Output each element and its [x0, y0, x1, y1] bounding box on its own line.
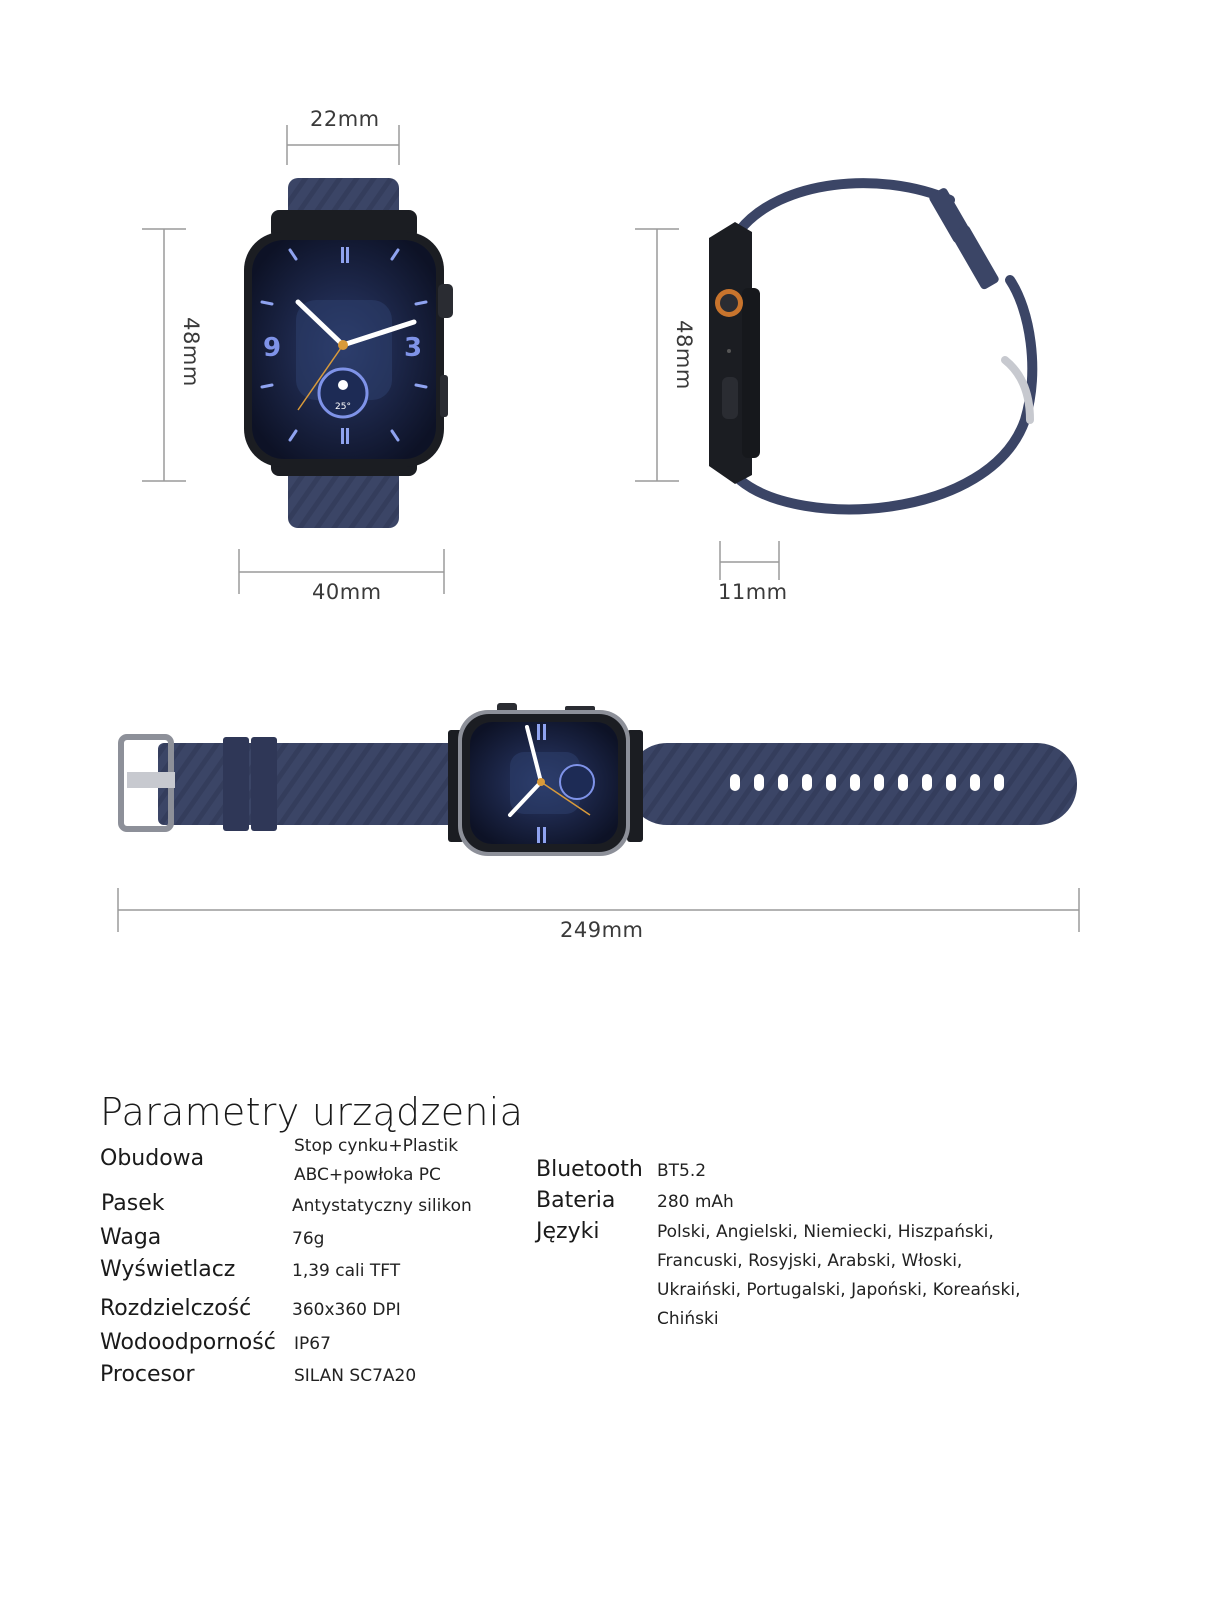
numeral-9: 9 [262, 333, 282, 363]
numeral-3: 3 [403, 333, 423, 363]
dim-height-side: 48mm [671, 320, 696, 390]
front-watch [244, 178, 453, 528]
dim-total-length: 249mm [560, 918, 644, 942]
spec-value-obudowa: Stop cynku+Plastik ABC+powłoka PC [294, 1136, 459, 1185]
spec-value-bateria: 280 mAh [657, 1192, 734, 1212]
flat-watch [121, 703, 1077, 856]
spec-label-obudowa: Obudowa [100, 1146, 205, 1171]
side-watch [709, 183, 1032, 509]
spec-value-pasek: Antystatyczny silikon [292, 1196, 472, 1216]
spec-value-wyswietlacz: 1,39 cali TFT [292, 1261, 401, 1281]
spec-label-rozdzielczosc: Rozdzielczość [100, 1296, 252, 1321]
spec-value-jezyki: Polski, Angielski, Niemiecki, Hiszpański, Francuski, Rosyjski, Arabski, Włoski, Ukraiński, Portugalski, Japoński, Koreański, Chiński [657, 1222, 1021, 1329]
spec-value-rozdzielczosc: 360x360 DPI [292, 1300, 401, 1320]
spec-label-wodoodpornosc: Wodoodporność [100, 1330, 276, 1355]
dim-band-width: 22mm [310, 107, 380, 131]
spec-value-bluetooth: BT5.2 [657, 1161, 707, 1181]
weather-temp: 25° [335, 402, 351, 412]
dim-height-front: 48mm [178, 317, 203, 387]
spec-label-wyswietlacz: Wyświetlacz [100, 1257, 236, 1282]
spec-value-waga: 76g [292, 1229, 325, 1249]
spec-label-jezyki: Języki [536, 1219, 600, 1244]
spec-label-waga: Waga [100, 1225, 162, 1250]
spec-value-procesor: SILAN SC7A20 [294, 1366, 417, 1386]
spec-label-bateria: Bateria [536, 1188, 616, 1213]
specs-title: Parametry urządzenia [100, 1090, 524, 1134]
dim-width: 40mm [312, 580, 382, 604]
spec-label-bluetooth: Bluetooth [536, 1157, 643, 1182]
dim-depth: 11mm [718, 580, 788, 604]
spec-value-wodoodpornosc: IP67 [294, 1334, 331, 1354]
spec-label-procesor: Procesor [100, 1362, 195, 1387]
spec-label-pasek: Pasek [101, 1191, 165, 1216]
